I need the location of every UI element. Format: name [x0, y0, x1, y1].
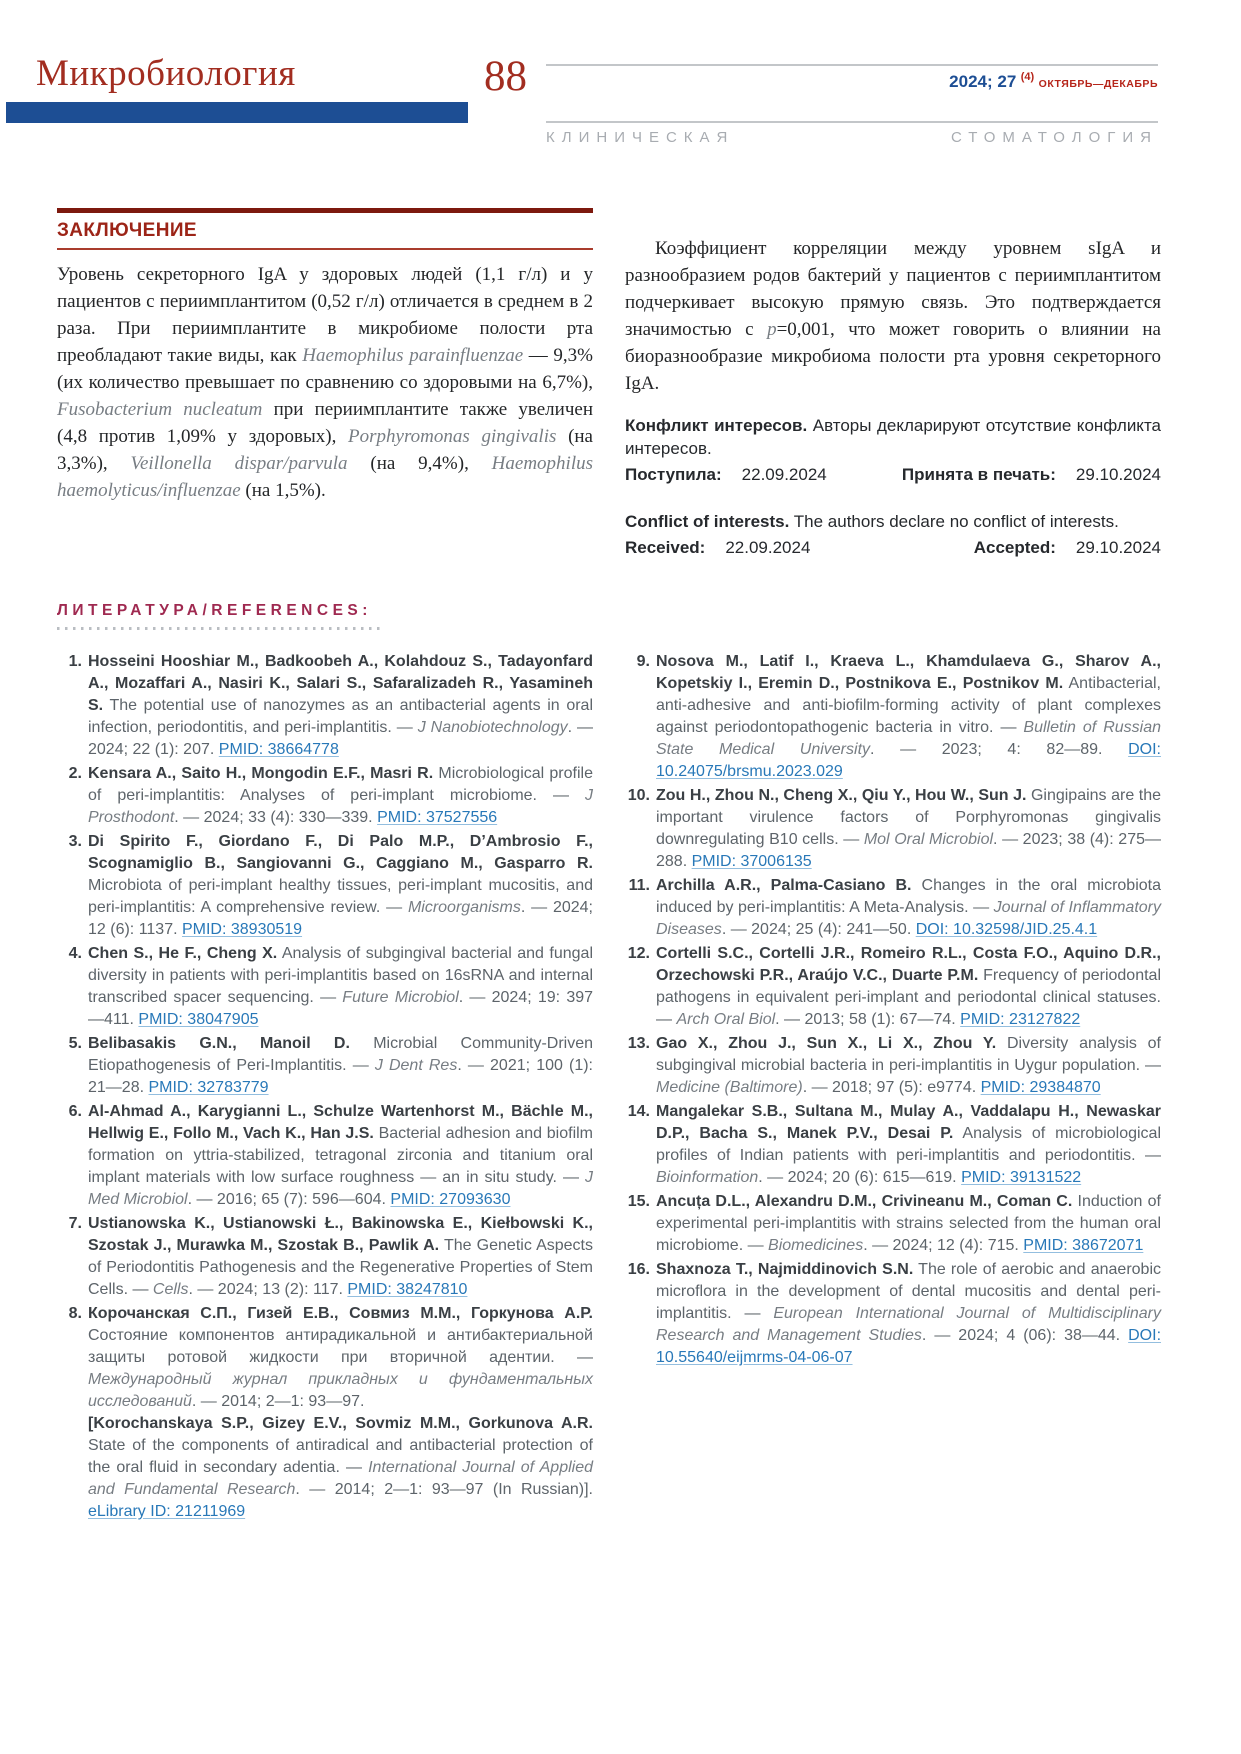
- brand-blue-bar: [6, 102, 468, 123]
- pmid-link[interactable]: PMID: 38672071: [1023, 1237, 1144, 1254]
- conflict-en: Conflict of interests. The authors declare no conflict of interests.: [625, 512, 1119, 531]
- references-dotted-rule: [57, 627, 381, 630]
- reference-item: [625, 1101, 1161, 1189]
- reference-text: Al-Ahmad A., Karygianni L., Schulze Wartenhorst M., Bächle M., Hellwig E., Follo M., Vach K., Han J.S. Bacterial adhesion and biofilm formation on yttria-stabilized, tetragonal zirconia and titanium oral implant materials with low surface roughness — an in situ study. — J Med Microbiol. — 2016; 65 (7): 596—604. PMID: 27093630: [88, 1103, 594, 1208]
- references-columns: [57, 651, 1161, 1525]
- reference-text: Shaxnoza T., Najmiddinovich S.N. The role of aerobic and anaerobic microflora in the development of dental mucositis and dental peri-implantitis. — European International Journal of Multidisciplinary Research and Management Studies. — 2024; 4 (06): 38—44. DOI: 10.55640/eijmrms-04-06-07: [656, 1261, 1162, 1366]
- reference-item: [57, 1213, 593, 1301]
- reference-item: [57, 1101, 593, 1211]
- reference-item: [57, 763, 593, 829]
- reference-number: 8.: [68, 1305, 82, 1322]
- top-section: [57, 208, 1161, 559]
- reference-number: 10.: [627, 787, 650, 804]
- dates-en: [625, 536, 1161, 559]
- pmid-link[interactable]: PMID: 39131522: [961, 1169, 1082, 1186]
- journal-name-word1: КЛИНИЧЕСКАЯ: [546, 129, 735, 146]
- reference-number: 13.: [627, 1035, 650, 1052]
- page-number: 88: [484, 53, 527, 100]
- conclusion-heading: ЗАКЛЮЧЕНИЕ: [57, 220, 197, 241]
- reference-text: Mangalekar S.B., Sultana M., Mulay A., Vaddalapu H., Newaskar D.P., Bacha S., Manek P.V., Desai P. Analysis of microbiological profiles of Indian patients with peri-implantitis and periodontitis. — Bioinformation. — 2024; 20 (6): 615—619. PMID: 39131522: [656, 1103, 1162, 1186]
- reference-item: [625, 1033, 1161, 1099]
- references-column-right: [625, 651, 1161, 1525]
- issue-info: [546, 66, 1158, 121]
- accepted-label-en: Accepted:: [973, 538, 1056, 557]
- reference-number: 7.: [68, 1215, 82, 1232]
- reference-text: Ustianowska K., Ustianowski Ł., Bakinowska E., Kiełbowski K., Szostak J., Murawka M., Szostak B., Pawlik A. The Genetic Aspects of Periodontitis Pathogenesis and the Regenerative Properties of Stem Cells. — Cells. — 2024; 13 (2): 117. PMID: 38247810: [88, 1215, 594, 1298]
- reference-text: Ancuța D.L., Alexandru D.M., Crivineanu M., Coman C. Induction of experimental peri-implantitis with strains selected from the human oral microbiome. — Biomedicines. — 2024; 12 (4): 715. PMID: 38672071: [656, 1193, 1161, 1254]
- doi-link[interactable]: DOI: 10.32598/JID.25.4.1: [915, 921, 1098, 938]
- dates-ru: [625, 463, 1161, 486]
- reference-item: [625, 785, 1161, 873]
- pmid-link[interactable]: PMID: 37006135: [691, 853, 812, 870]
- header-rule-bottom: [546, 121, 1158, 123]
- reference-text: Archilla A.R., Palma-Casiano B. Changes in the oral microbiota induced by peri-implantitis: A Meta-Analysis. — Journal of Inflammatory Diseases. — 2024; 25 (4): 241—50. DOI: 10.32598/JID.25.4.1: [656, 877, 1162, 938]
- doi-link[interactable]: DOI: 10.55640/eijmrms-04-06-07: [656, 1327, 1162, 1366]
- pmid-link[interactable]: PMID: 38047905: [138, 1011, 259, 1028]
- reference-number: 12.: [627, 945, 650, 962]
- reference-number: 15.: [627, 1193, 650, 1210]
- reference-number: 3.: [68, 833, 82, 850]
- conclusion-paragraph: Уровень секреторного IgA у здоровых людей (1,1 г/л) и у пациентов с периимплантитом (0,52 г/л) отличается в среднем в 2 раза. При периимплантите в микробиоме полости рта преобладают такие виды, как Haemophilus parainfluenzae — 9,3% (их количество превышает по сравнению со здоровыми на 6,7%), Fusobacterium nucleatum при периимплантите также увеличен (4,8 против 1,09% у здоровых), Porphyromonas gingivalis (на 3,3%), Veillonella dispar/parvula (на 9,4%), Haemophilus haemolyticus/influenzae (на 1,5%).: [57, 264, 593, 501]
- reference-item: [57, 831, 593, 941]
- conclusion-column: [57, 208, 593, 559]
- accepted-date-en: 29.10.2024: [1075, 538, 1161, 557]
- reference-text: Belibasakis G.N., Manoil D. Microbial Community-Driven Etiopathogenesis of Peri-Implantitis. — J Dent Res. — 2021; 100 (1): 21—28. PMID: 32783779: [88, 1035, 594, 1096]
- reference-item: [625, 875, 1161, 941]
- issue-year-volume: 2024; 27: [949, 72, 1017, 91]
- conflict-ru: Конфликт интересов. Авторы декларируют отсутствие конфликта интересов.: [625, 416, 1161, 458]
- received-ru: [625, 463, 827, 486]
- pmid-link[interactable]: PMID: 38664778: [218, 741, 339, 758]
- reference-number: 1.: [68, 653, 82, 670]
- doi-link[interactable]: DOI: 10.24075/brsmu.2023.029: [656, 741, 1161, 780]
- summary-column: [625, 208, 1161, 559]
- reference-number: 4.: [68, 945, 82, 962]
- reference-text: Chen S., He F., Cheng X. Analysis of subgingival bacterial and fungal diversity in patients with peri-implantitis based on 16sRNA and internal transcribed spacer sequencing. — Future Microbiol. — 2024; 19: 397—411. PMID: 38047905: [88, 945, 594, 1028]
- pmid-link[interactable]: PMID: 38930519: [181, 921, 303, 938]
- pmid-link[interactable]: PMID: 38247810: [347, 1281, 468, 1298]
- accepted-label-ru: Принята в печать:: [901, 465, 1056, 484]
- reference-number: 2.: [68, 765, 82, 782]
- received-date-ru: 22.09.2024: [741, 465, 827, 484]
- reference-item: [625, 1259, 1161, 1369]
- received-label-ru: Поступила:: [625, 465, 722, 484]
- header-right-block: [546, 64, 1158, 146]
- references-heading: ЛИТЕРАТУРА/REFERENCES:: [57, 602, 372, 619]
- references-section: [57, 602, 1161, 1525]
- accepted-date-ru: 29.10.2024: [1075, 465, 1161, 484]
- issue-number: (4): [1020, 71, 1035, 83]
- reference-text: Zou H., Zhou N., Cheng X., Qiu Y., Hou W., Sun J. Gingipains are the important virulence factors of Porphyromonas gingivalis downregulating B10 cells. — Mol Oral Microbiol. — 2023; 38 (4): 275—288. PMID: 37006135: [656, 787, 1161, 870]
- pmid-link[interactable]: PMID: 32783779: [148, 1079, 269, 1096]
- journal-name: [546, 129, 1158, 146]
- pmid-link[interactable]: PMID: 37527556: [377, 809, 498, 826]
- reference-text: Корочанская С.П., Гизей Е.В., Совмиз М.М., Горкунова А.Р. Состояние компонентов антирадикальной и антибактериальной защиты ротовой жидкости при вторичной адентии. — Международный журнал прикладных и фундаментальных исследований. — 2014; 2—1: 93—97. [Korochanskaya S.P., Gizey E.V., Sovmiz M.M., Gorkunova A.R. State of the components of antiradical and antibacterial protection of the oral fluid in secondary adentia. — International Journal of Applied and Fundamental Research. — 2014; 2—1: 93—97 (In Russian)]. eLibrary ID: 21211969: [88, 1305, 594, 1520]
- reference-text: Nosova M., Latif I., Kraeva L., Khamdulaeva G., Sharov A., Kopetskiy I., Eremin D., Postnikova E., Postnikov M. Antibacterial, anti-adhesive and anti-biofilm-forming activity of plant complexes against periodontopathogenic bacteria in vitro. — Bulletin of Russian State Medical University. — 2023; 4: 82—89. DOI: 10.24075/brsmu.2023.029: [656, 653, 1162, 780]
- received-en: [625, 536, 810, 559]
- received-date-en: 22.09.2024: [725, 538, 811, 557]
- reference-item: [57, 1303, 593, 1523]
- pmid-link[interactable]: PMID: 23127822: [960, 1011, 1081, 1028]
- reference-item: [57, 1033, 593, 1099]
- reference-text: Cortelli S.C., Cortelli J.R., Romeiro R.L., Costa F.O., Aquino D.R., Orzechowski P.R., Araújo V.C., Duarte P.M. Frequency of periodontal pathogens in equivalent peri-implant and periodontal clinical statuses. — Arch Oral Biol. — 2013; 58 (1): 67—74. PMID: 23127822: [656, 945, 1161, 1028]
- references-column-left: [57, 651, 593, 1525]
- pmid-link[interactable]: PMID: 27093630: [390, 1191, 511, 1208]
- accepted-en: [974, 536, 1161, 559]
- section-title: Микробиология: [36, 53, 296, 94]
- elibrary-link[interactable]: eLibrary ID: 21211969: [88, 1503, 246, 1520]
- pmid-link[interactable]: PMID: 29384870: [980, 1079, 1101, 1096]
- reference-text: Hosseini Hooshiar M., Badkoobeh A., Kolahdouz S., Tadayonfard A., Mozaffari A., Nasiri K., Salari S., Safaralizadeh R., Yasamineh S. The potential use of nanozymes as an antibacterial agents in oral infection, periodontitis, and peri-implantitis. — J Nanobiotechnology. — 2024; 22 (1): 207. PMID: 38664778: [88, 653, 594, 758]
- journal-name-word2: СТОМАТОЛОГИЯ: [950, 129, 1158, 146]
- reference-item: [625, 1191, 1161, 1257]
- reference-number: 9.: [636, 653, 650, 670]
- reference-number: 16.: [627, 1261, 650, 1278]
- reference-number: 14.: [627, 1103, 650, 1120]
- received-label-en: Received:: [625, 538, 706, 557]
- reference-number: 11.: [628, 877, 650, 894]
- reference-item: [57, 943, 593, 1031]
- reference-text: Kensara A., Saito H., Mongodin E.F., Masri R. Microbiological profile of peri-implantitis: Analyses of peri-implant microbiome. — J Prosthodont. — 2024; 33 (4): 330—339. PMID: 37527556: [88, 765, 593, 826]
- accepted-ru: [902, 463, 1161, 486]
- reference-number: 6.: [68, 1103, 82, 1120]
- summary-paragraph: Коэффициент корреляции между уровнем sIgA и разнообразием родов бактерий у пациентов с периимплантитом подчеркивает высокую прямую связь. Это подтверждается значимостью с p=0,001, что может говорить о влиянии на биоразнообразие микробиома полости рта уровня секреторного IgA.: [625, 238, 1161, 394]
- reference-item: [625, 651, 1161, 783]
- reference-text: Gao X., Zhou J., Sun X., Li X., Zhou Y. Diversity analysis of subgingival microbial bacteria in peri-implantitis in Uygur population. — Medicine (Baltimore). — 2018; 97 (5): e9774. PMID: 29384870: [656, 1035, 1161, 1096]
- reference-item: [625, 943, 1161, 1031]
- conclusion-rule-thin: [57, 248, 593, 250]
- issue-months: ОКТЯБРЬ—ДЕКАБРЬ: [1038, 78, 1158, 90]
- reference-text: Di Spirito F., Giordano F., Di Palo M.P., D’Ambrosio F., Scognamiglio B., Sangiovanni G., Caggiano M., Gasparro R. Microbiota of peri-implant healthy tissues, peri-implant mucositis, and peri-implantitis: A comprehensive review. — Microorganisms. — 2024; 12 (6): 1137. PMID: 38930519: [88, 833, 594, 938]
- reference-item: [57, 651, 593, 761]
- reference-number: 5.: [68, 1035, 82, 1052]
